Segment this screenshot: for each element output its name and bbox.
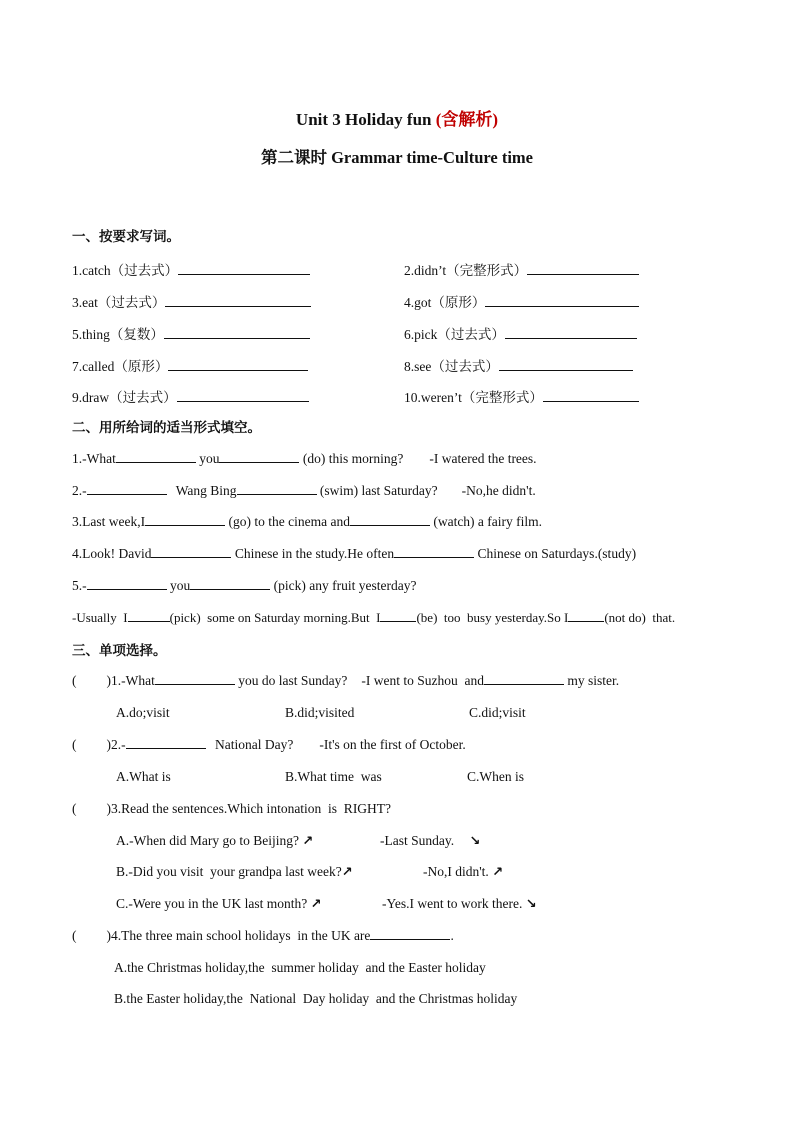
option-c[interactable]: C.-Were you in the UK last month? ↗ xyxy=(116,896,322,912)
answer-blank[interactable] xyxy=(370,928,450,940)
page-title xyxy=(0,105,794,130)
section-3-heading: 三、单项选择。 xyxy=(72,643,167,659)
answer-blank[interactable] xyxy=(543,390,639,402)
s1-item-10: 10.weren’t（完整形式） xyxy=(404,386,639,406)
rising-arrow-icon: ↗ xyxy=(492,865,504,880)
option-b-reply: -No,I didn't. ↗ xyxy=(423,864,504,880)
option-b[interactable]: B.did;visited xyxy=(285,705,355,720)
answer-blank[interactable] xyxy=(126,737,206,749)
title-main: Unit 3 Holiday fun xyxy=(295,110,436,129)
s3-question-4: ( )4.The three main school holidays in the UK are . xyxy=(72,928,454,943)
option-c[interactable]: C.When is xyxy=(467,769,524,784)
title-note: (含解析) xyxy=(435,110,499,129)
s1-item-3: 3.eat（过去式） xyxy=(72,291,311,311)
option-a[interactable]: A.What is xyxy=(116,769,171,784)
s1-item-6: 6.pick（过去式） xyxy=(404,323,637,343)
answer-blank[interactable] xyxy=(380,610,416,622)
falling-arrow-icon: ↘ xyxy=(525,897,537,912)
answer-blank[interactable] xyxy=(165,295,311,307)
option-a[interactable]: A.the Christmas holiday,the summer holiday and the Easter holiday xyxy=(114,960,486,975)
s1-item-8: 8.see（过去式） xyxy=(404,355,633,375)
s1-item-9: 9.draw（过去式） xyxy=(72,386,309,406)
section-2-heading: 二、用所给词的适当形式填空。 xyxy=(72,420,261,436)
answer-paren[interactable]: ( xyxy=(72,673,77,688)
answer-blank[interactable] xyxy=(177,390,309,402)
rising-arrow-icon: ↗ xyxy=(341,865,353,880)
option-b[interactable]: B.What time was xyxy=(285,769,382,784)
s1-item-2: 2.didn’t（完整形式） xyxy=(404,259,639,279)
answer-blank[interactable] xyxy=(484,673,564,685)
answer-blank[interactable] xyxy=(219,451,299,463)
option-b[interactable]: B.the Easter holiday,the National Day holiday and the Christmas holiday xyxy=(114,991,518,1006)
option-a[interactable]: A.-When did Mary go to Beijing? ↗ xyxy=(116,833,314,849)
answer-blank[interactable] xyxy=(350,514,430,526)
answer-paren[interactable]: ( xyxy=(72,737,77,752)
answer-blank[interactable] xyxy=(168,359,308,371)
rising-arrow-icon: ↗ xyxy=(310,897,322,912)
option-a[interactable]: A.do;visit xyxy=(116,705,170,720)
answer-blank[interactable] xyxy=(151,546,231,558)
answer-blank[interactable] xyxy=(568,610,604,622)
s2-question-5: 5.- you (pick) any fruit yesterday? xyxy=(72,578,417,593)
answer-blank[interactable] xyxy=(87,483,167,495)
answer-blank[interactable] xyxy=(394,546,474,558)
answer-blank[interactable] xyxy=(190,578,270,590)
answer-blank[interactable] xyxy=(505,327,637,339)
option-c-reply: -Yes.I went to work there. ↘ xyxy=(382,896,537,912)
answer-blank[interactable] xyxy=(485,295,639,307)
page-subtitle: 第二课时 Grammar time-Culture time xyxy=(260,148,534,167)
s3-question-2: ( )2.- National Day? -It's on the first of October. xyxy=(72,737,466,752)
answer-blank[interactable] xyxy=(128,610,170,622)
answer-blank[interactable] xyxy=(178,263,310,275)
answer-blank[interactable] xyxy=(145,514,225,526)
answer-blank[interactable] xyxy=(164,327,310,339)
falling-arrow-icon: ↘ xyxy=(469,834,481,849)
s1-item-5: 5.thing（复数） xyxy=(72,323,310,343)
s2-question-5-answer: -Usually I (pick) some on Saturday morning.But I (be) too busy yesterday.So I (not do) that. xyxy=(72,610,676,625)
answer-blank[interactable] xyxy=(499,359,633,371)
option-c[interactable]: C.did;visit xyxy=(469,705,526,720)
section-1-heading: 一、按要求写词。 xyxy=(72,229,180,245)
option-a-reply: -Last Sunday. ↘ xyxy=(380,833,481,849)
rising-arrow-icon: ↗ xyxy=(302,834,314,849)
s2-question-2: 2.- Wang Bing (swim) last Saturday? -No,he didn't. xyxy=(72,483,536,498)
s3-question-1: ( )1.-What you do last Sunday? -I went to Suzhou and my sister. xyxy=(72,673,620,688)
s1-item-4: 4.got（原形） xyxy=(404,291,639,311)
s3-question-3: ( )3.Read the sentences.Which intonation is RIGHT? xyxy=(72,801,392,816)
s2-question-1: 1.-What you (do) this morning? -I watered the trees. xyxy=(72,451,537,466)
s1-item-1: 1.catch（过去式） xyxy=(72,259,310,279)
s2-question-3: 3.Last week,I (go) to the cinema and (watch) a fairy film. xyxy=(72,514,543,529)
answer-blank[interactable] xyxy=(155,673,235,685)
s2-question-4: 4.Look! David Chinese in the study.He often Chinese on Saturdays.(study) xyxy=(72,546,637,561)
option-b[interactable]: B.-Did you visit your grandpa last week?↗ xyxy=(116,864,353,880)
s1-item-7: 7.called（原形） xyxy=(72,355,308,375)
answer-blank[interactable] xyxy=(116,451,196,463)
answer-paren[interactable]: ( xyxy=(72,801,77,816)
answer-paren[interactable]: ( xyxy=(72,928,77,943)
answer-blank[interactable] xyxy=(527,263,639,275)
answer-blank[interactable] xyxy=(237,483,317,495)
answer-blank[interactable] xyxy=(87,578,167,590)
